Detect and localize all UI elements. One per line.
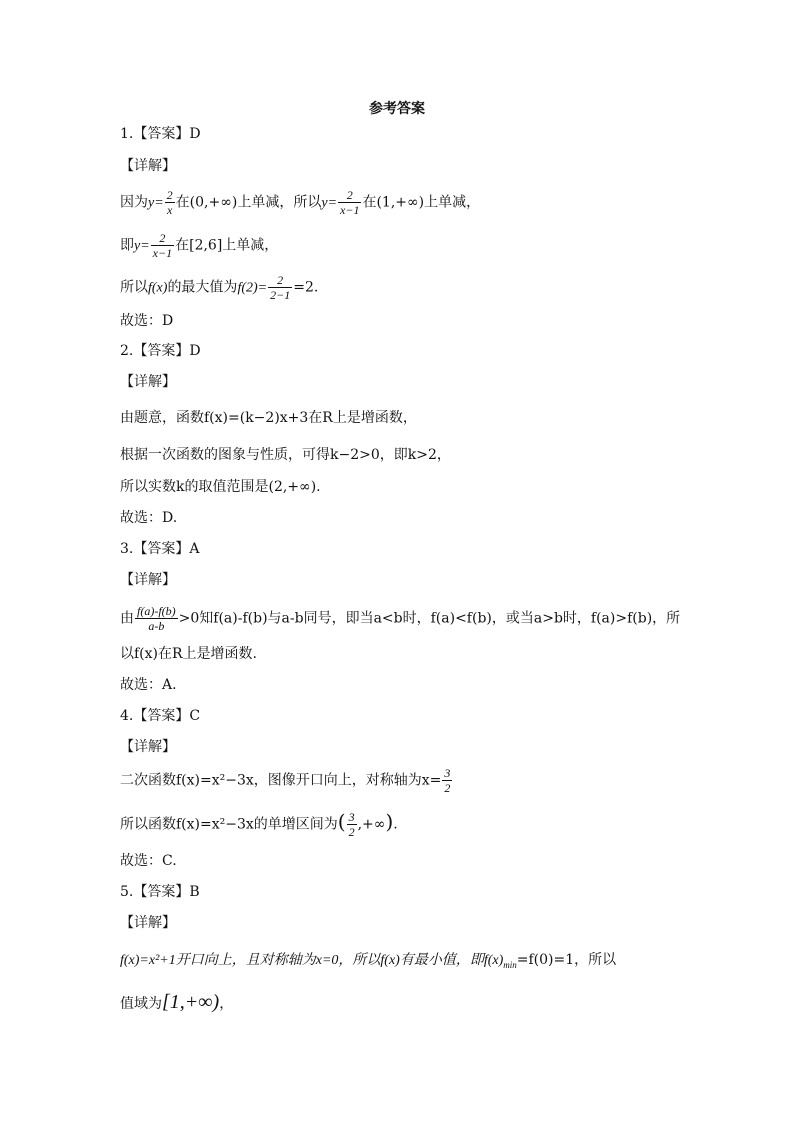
q3-answer-line: 3.【答案】A [120, 541, 200, 557]
math: [1,+∞) [162, 991, 220, 1013]
q2-detail-label: 【详解】 [120, 374, 176, 390]
fraction-denominator: x−1 [152, 246, 173, 260]
subscript: min [503, 959, 517, 970]
fraction-denominator: x [167, 203, 173, 217]
close-paren: ) [385, 809, 394, 834]
q2-answer-line: 2.【答案】D [120, 343, 201, 359]
fraction-numerator: 2 [338, 188, 361, 203]
q4-answer-line: 4.【答案】C [120, 708, 201, 724]
q2-detail-line-2: 根据一次函数的图象与性质，可得k−2>0，即k>2， [120, 447, 451, 463]
text: 因为 [120, 194, 148, 211]
q4-detail-line-2 [120, 810, 398, 839]
text: >0知f(a)-f(b)与a-b同号，即当a<b时，f(a)<f(b)，或当a>b时，f(a)>f(b)，所 [178, 610, 681, 627]
page-title: 参考答案 [369, 101, 425, 117]
text: 在(0,+∞)上单减，所以 [175, 194, 322, 211]
q3-detail-line-2: 以f(x)在R上是增函数. [120, 646, 257, 662]
fraction-numerator: 2 [268, 273, 292, 288]
q2-detail-line-1: 由题意，函数f(x)=(k−2)x+3在R上是增函数， [120, 410, 417, 426]
text: =2. [293, 279, 319, 296]
q5-detail-line-2 [120, 992, 233, 1014]
fraction [338, 188, 361, 217]
q5-detail-label: 【详解】 [120, 915, 176, 931]
q4-detail-label: 【详解】 [120, 739, 176, 755]
q1-detail-line-1 [120, 188, 480, 217]
q3-choice: 故选：A. [120, 677, 177, 693]
fraction [135, 604, 178, 633]
text: 所以 [120, 279, 148, 296]
q2-detail-line-3: 所以实数k的取值范围是(2,+∞). [120, 479, 321, 495]
math: y= [321, 195, 338, 211]
q4-choice: 故选：C. [120, 853, 177, 869]
q5-answer-line: 5.【答案】B [120, 884, 200, 900]
fraction-numerator: 3 [348, 810, 355, 824]
q3-detail-label: 【详解】 [120, 572, 176, 588]
text: 在(1,+∞)上单减， [362, 194, 481, 211]
math: y= [134, 238, 150, 254]
text: 在[2,6]上单减， [175, 237, 279, 254]
text: ,+∞ [357, 816, 386, 833]
text: =f(0)=1，所以 [516, 952, 617, 968]
q1-choice: 故选：D [120, 313, 174, 329]
fraction-numerator: 2 [166, 188, 173, 202]
q1-detail-label: 【详解】 [120, 158, 176, 174]
fraction-denominator: x−1 [340, 203, 360, 217]
q2-choice: 故选：D. [120, 510, 178, 526]
q1-answer-line: 1.【答案】D [120, 126, 201, 142]
fraction [268, 273, 292, 302]
fraction-denominator: 2 [348, 825, 355, 839]
fraction [442, 766, 452, 795]
fraction-numerator: f(a)-f(b) [137, 604, 176, 618]
text: . [393, 816, 398, 833]
math: f(x) [148, 280, 168, 296]
fraction-numerator: 2 [151, 231, 174, 246]
q5-detail-line-1 [120, 950, 616, 975]
text: 二次函数f(x)=x²−3x，图像开口向上，对称轴为x= [120, 772, 442, 789]
math: f(2)= [237, 280, 268, 296]
math: f(x)=x²+1开口向上，且对称轴为x=0，所以f(x)有最小值，即f(x) [120, 953, 504, 968]
text: 的最大值为 [167, 279, 238, 296]
fraction [165, 188, 175, 217]
fraction-denominator: 2 [444, 781, 451, 795]
q4-detail-line-1 [120, 766, 453, 795]
fraction-numerator: 3 [444, 766, 451, 780]
fraction [347, 810, 357, 839]
fraction-denominator: 2−1 [270, 288, 291, 302]
fraction [151, 231, 174, 260]
text: 由 [120, 610, 134, 627]
q3-detail-line-1 [120, 604, 680, 633]
text: 即 [120, 237, 134, 254]
open-paren: ( [337, 809, 346, 834]
text: ， [219, 996, 234, 1012]
q1-detail-line-3 [120, 273, 318, 302]
text: 值域为 [120, 996, 162, 1012]
fraction-denominator: a-b [148, 619, 165, 633]
q1-detail-line-2 [120, 231, 278, 260]
text: 所以函数f(x)=x²−3x的单增区间为 [120, 816, 338, 833]
math: y= [148, 195, 164, 211]
